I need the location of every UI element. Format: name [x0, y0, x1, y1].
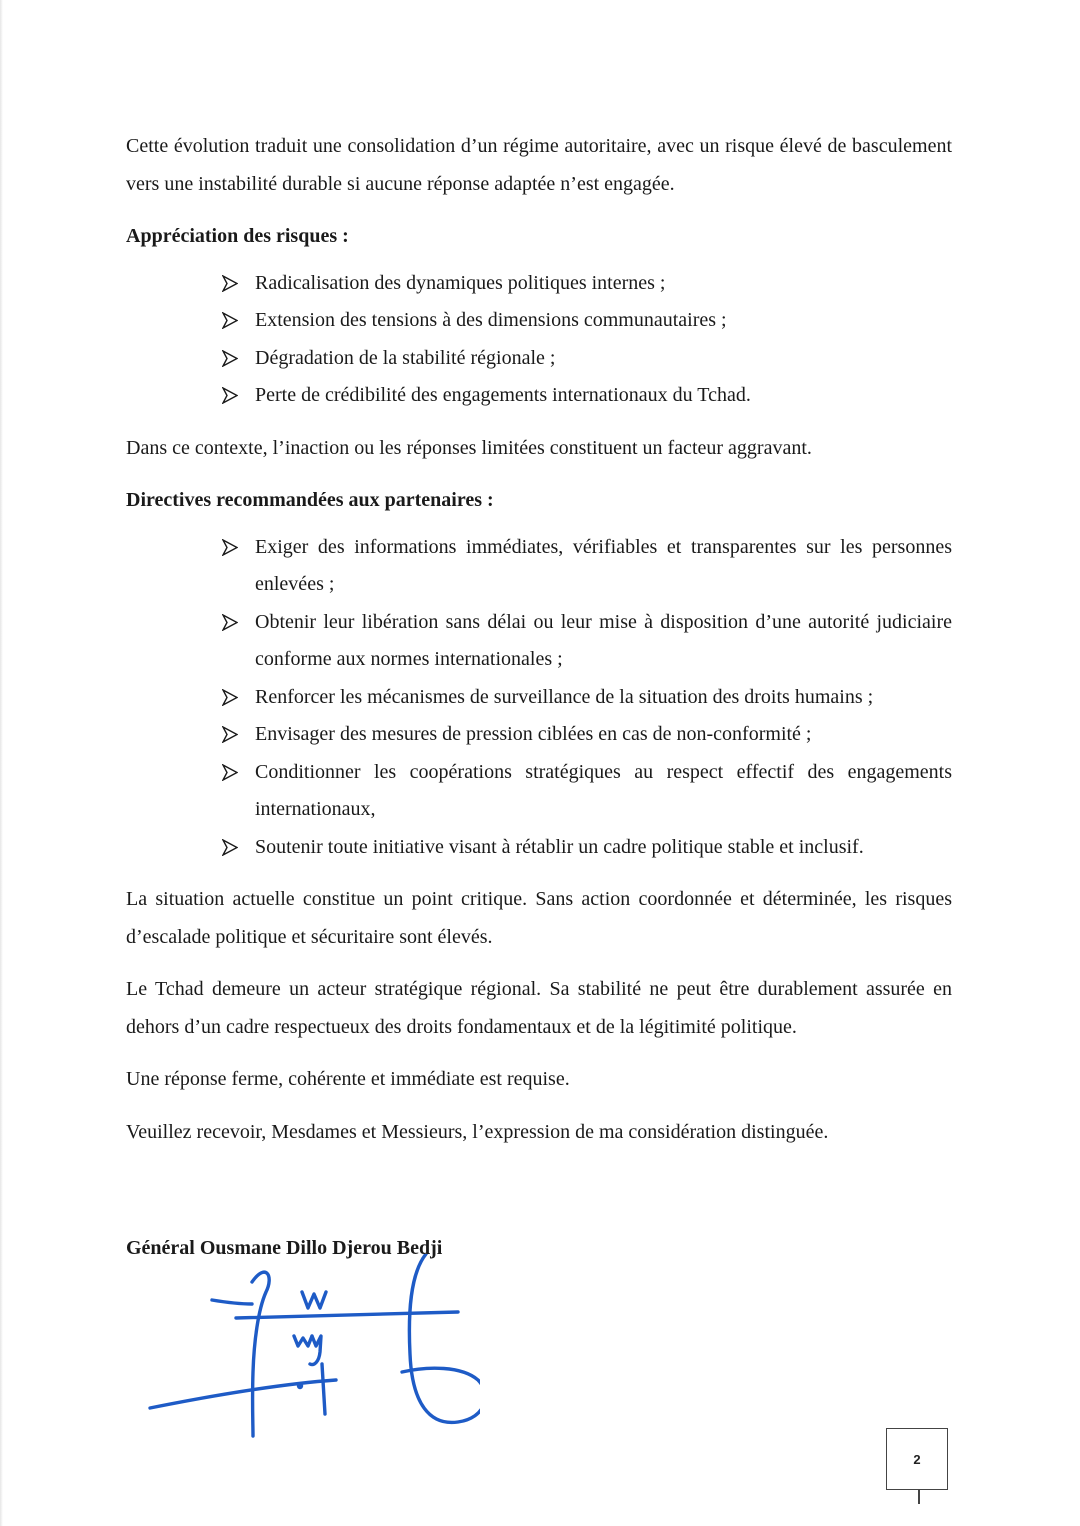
risks-list [126, 265, 952, 415]
document-body [126, 128, 952, 1166]
arrowhead-bullet-icon [222, 539, 238, 556]
directives-list [126, 529, 952, 867]
list-item [222, 754, 952, 829]
list-item-text: Radicalisation des dynamiques politiques internes ; [255, 271, 666, 294]
signature-block [126, 1230, 442, 1267]
list-item-text: Conditionner les coopérations stratégiques au respect effectif des engagements internationaux, [255, 760, 952, 820]
page-number-tick [918, 1490, 920, 1504]
list-item-text: Obtenir leur libération sans délai ou leur mise à disposition d’une autorité judiciaire conforme aux normes internationales ; [255, 610, 952, 670]
list-item [222, 679, 952, 717]
arrowhead-bullet-icon [222, 839, 238, 856]
signatory-name: Général Ousmane Dillo Djerou Bedji [126, 1237, 443, 1259]
arrowhead-bullet-icon [222, 350, 238, 367]
arrowhead-bullet-icon [222, 726, 238, 743]
arrowhead-bullet-icon [222, 614, 238, 631]
list-item-text: Perte de crédibilité des engagements internationaux du Tchad. [255, 384, 751, 406]
intro-paragraph: Cette évolution traduit une consolidation d’un régime autoritaire, avec un risque élevé de basculement vers une instabilité durable si aucune réponse adaptée n’est engagée. [126, 135, 952, 195]
list-item [222, 829, 952, 867]
directives-heading: Directives recommandées aux partenaires : [126, 489, 494, 511]
list-item-text: Envisager des mesures de pression ciblées en cas de non-conformité ; [255, 723, 812, 745]
response-paragraph: Une réponse ferme, cohérente et immédiate est requise. [126, 1068, 570, 1090]
handwritten-signature [140, 1254, 480, 1444]
strategic-paragraph: Le Tchad demeure un acteur stratégique régional. Sa stabilité ne peut être durablement assurée en dehors d’un cadre respectueux des droits fondamentaux et de la légitimité politique. [126, 978, 952, 1038]
list-item-text: Renforcer les mécanismes de surveillance de la situation des droits humains ; [255, 685, 874, 708]
list-item [222, 604, 952, 679]
risks-heading: Appréciation des risques : [126, 225, 349, 247]
list-item [222, 529, 952, 604]
critical-paragraph: La situation actuelle constitue un point critique. Sans action coordonnée et déterminée, les risques d’escalade politique et sécuritaire sont élevés. [126, 888, 952, 948]
list-item-text: Soutenir toute initiative visant à rétablir un cadre politique stable et inclusif. [255, 835, 864, 858]
context-paragraph: Dans ce contexte, l’inaction ou les réponses limitées constituent un facteur aggravant. [126, 436, 812, 459]
page-number: 2 [886, 1428, 948, 1490]
arrowhead-bullet-icon [222, 387, 238, 404]
list-item [222, 340, 952, 378]
list-item-text: Extension des tensions à des dimensions communautaires ; [255, 309, 727, 331]
list-item [222, 377, 952, 415]
scan-edge-shadow [0, 0, 3, 1526]
arrowhead-bullet-icon [222, 312, 238, 329]
arrowhead-bullet-icon [222, 764, 238, 781]
list-item-text: Dégradation de la stabilité régionale ; [255, 346, 556, 369]
list-item-text: Exiger des informations immédiates, vérifiables et transparentes sur les personnes enlevées ; [255, 535, 952, 595]
arrowhead-bullet-icon [222, 689, 238, 706]
closing-paragraph: Veuillez recevoir, Mesdames et Messieurs, l’expression de ma considération distinguée. [126, 1120, 829, 1143]
arrowhead-bullet-icon [222, 275, 238, 292]
list-item [222, 716, 952, 754]
list-item [222, 302, 952, 340]
list-item [222, 265, 952, 303]
